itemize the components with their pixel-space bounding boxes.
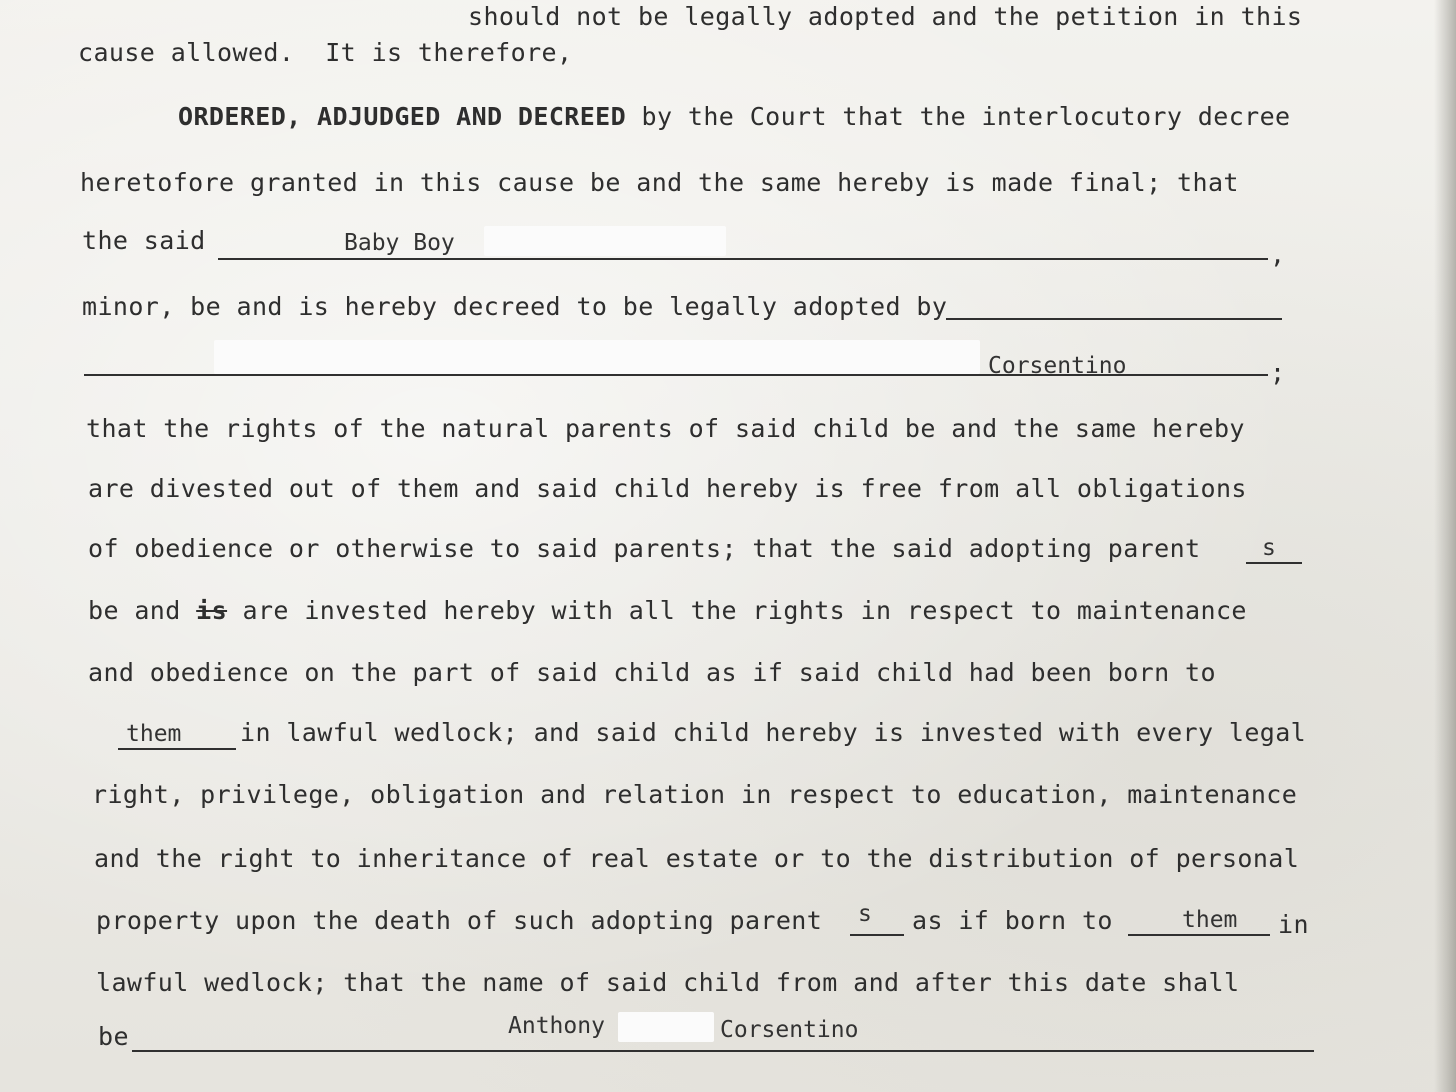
adopter-blank-top [946, 318, 1282, 320]
redaction-box [214, 340, 980, 374]
text-line-15: and the right to inheritance of real estate or to the distribution of personal [94, 844, 1300, 873]
plural-fill-1: s [1262, 535, 1276, 561]
text-line-16-lead: property upon the death of such adopting parent [96, 906, 823, 935]
text-line-17: lawful wedlock; that the name of said child from and after this date shall [96, 968, 1240, 997]
them-blank-1 [118, 748, 236, 750]
text-line-16-mid: as if born to [912, 906, 1113, 935]
new-surname-fill: Corsentino [720, 1017, 859, 1043]
text-line-4: heretofore granted in this cause be and the same hereby is made final; that [80, 168, 1239, 197]
text-line-6: minor, be and is hereby decreed to be legally adopted by [82, 292, 948, 321]
them-fill-2: them [1182, 907, 1238, 933]
child-name-blank [218, 258, 1268, 260]
text-line-11-rest: are invested hereby with all the rights in respect to maintenance [227, 596, 1247, 625]
text-line-18-lead: be [98, 1022, 129, 1051]
text-line-11 [88, 596, 1247, 626]
text-line-5-end: , [1270, 240, 1286, 269]
redaction-box [484, 226, 726, 256]
plural-fill-2: s [858, 901, 872, 927]
text-line-2: cause allowed. It is therefore, [78, 38, 573, 67]
text-line-5-lead: the said [82, 226, 206, 255]
text-line-7-end: ; [1270, 358, 1286, 387]
text-line-3-rest: by the Court that the interlocutory decree [626, 102, 1291, 131]
text-line-1: should not be legally adopted and the petition in this [468, 2, 1303, 31]
page-edge-shadow [1434, 0, 1456, 1092]
text-line-8: that the rights of the natural parents of said child be and the same hereby [86, 414, 1245, 443]
text-line-16-end: in [1278, 910, 1309, 939]
text-line-11-lead: be and [88, 596, 197, 625]
text-line-14: right, privilege, obligation and relation in respect to education, maintenance [92, 780, 1298, 809]
adopter-surname-fill: Corsentino [988, 353, 1127, 379]
text-line-3 [178, 102, 1291, 132]
text-line-9: are divested out of them and said child hereby is free from all obligations [88, 474, 1247, 503]
struck-text: is [196, 596, 228, 625]
text-line-13: in lawful wedlock; and said child hereby is invested with every legal [240, 718, 1307, 747]
text-line-12: and obedience on the part of said child as if said child had been born to [88, 658, 1216, 687]
them-blank-2 [1128, 934, 1270, 936]
redaction-box [618, 1012, 714, 1042]
plural-blank-1 [1246, 562, 1302, 564]
new-first-name-fill: Anthony [508, 1013, 605, 1039]
decree-heading: ORDERED, ADJUDGED AND DECREED [178, 102, 627, 131]
them-fill-1: them [126, 721, 182, 747]
text-line-10: of obedience or otherwise to said parents; that the said adopting parent [88, 534, 1201, 563]
plural-blank-2 [850, 934, 904, 936]
child-name-fill: Baby Boy [344, 230, 455, 256]
new-name-blank [132, 1050, 1314, 1052]
